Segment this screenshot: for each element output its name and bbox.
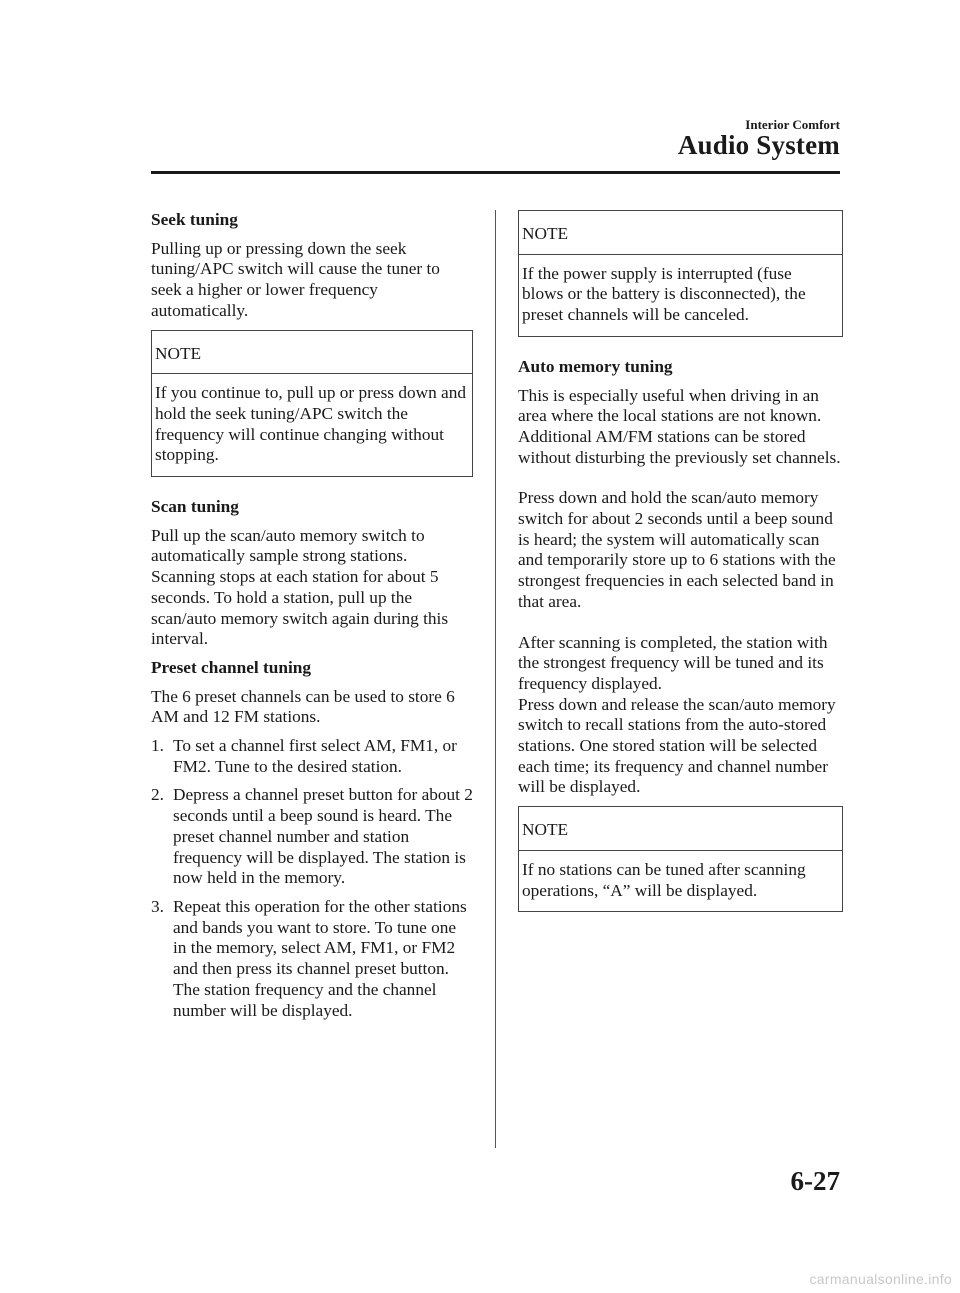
note-box-power — [518, 210, 843, 337]
note-box-seek — [151, 330, 473, 478]
preset-step — [151, 736, 473, 777]
left-column — [151, 210, 473, 1029]
note-body: If you continue to, pull up or press down and hold the seek tuning/APC switch the frequency will continue changing without stopping. — [155, 383, 467, 465]
step-number: 3. — [151, 896, 164, 916]
preset-step — [151, 897, 473, 1021]
note-box-no-stations — [518, 806, 843, 912]
note-title-label: NOTE — [155, 343, 202, 363]
note-title — [519, 807, 842, 851]
preset-tuning-text: The 6 preset channels can be used to store 6 AM and 12 FM stations. — [151, 686, 455, 727]
note-title-label: NOTE — [522, 820, 569, 840]
seek-tuning-text: Pulling up or pressing down the seek tuning/APC switch will cause the tuner to seek a higher or lower frequency automatically. — [151, 238, 440, 320]
step-text: Depress a channel preset button for about 2 seconds until a beep sound is heard. The preset channel number and station frequency will be displayed. The station is now held in the memory. — [173, 785, 473, 888]
note-body: If no stations can be tuned after scanning operations, “A” will be displayed. — [522, 859, 806, 900]
auto-memory-para-3b: Press down and release the scan/auto memory switch to recall stations from the auto-stored stations. One stored station will be selected each time; its frequency and channel number will be displayed. — [518, 694, 836, 797]
note-title-label: NOTE — [522, 224, 569, 243]
note-title — [519, 211, 842, 255]
note-body: If the power supply is interrupted (fuse blows or the battery is disconnected), the preset channels will be canceled. — [522, 263, 806, 325]
step-number: 1. — [151, 736, 164, 756]
note-title — [152, 331, 472, 375]
preset-tuning-heading: Preset channel tuning — [151, 657, 312, 677]
step-text: Repeat this operation for the other stations and bands you want to store. To tune one in the memory, select AM, FM1, or FM2 and then press its channel preset button. The station frequency and the channel number will be displayed. — [173, 896, 467, 1020]
right-column — [518, 210, 843, 912]
preset-step — [151, 785, 473, 889]
seek-tuning-heading: Seek tuning — [151, 210, 238, 229]
step-text: To set a channel first select AM, FM1, or FM2. Tune to the desired station. — [173, 736, 457, 776]
scan-tuning-text: Pull up the scan/auto memory switch to automatically sample strong stations. Scanning stops at each station for about 5 seconds. To hold a station, pull up the scan/auto memory switch again during this interval. — [151, 525, 449, 649]
auto-memory-para-2: Press down and hold the scan/auto memory switch for about 2 seconds until a beep sound is heard; the system will automatically scan and temporarily store up to 6 stations with the strongest frequencies in each selected band in that area. — [518, 488, 836, 611]
step-number: 2. — [151, 785, 164, 805]
auto-memory-para-1: This is especially useful when driving in an area where the local stations are not known. Additional AM/FM stations can be stored without disturbing the previously set channels. — [518, 385, 841, 467]
watermark: carmanualsonline.info — [809, 1271, 952, 1287]
column-divider — [495, 210, 496, 1148]
page-title: Audio System — [677, 130, 840, 160]
auto-memory-para-3a: After scanning is completed, the station with the strongest frequency will be tuned and its frequency displayed. — [518, 632, 828, 693]
scan-tuning-heading: Scan tuning — [151, 497, 239, 517]
header-rule — [151, 171, 840, 174]
auto-memory-heading: Auto memory tuning — [518, 356, 673, 376]
section-label: Interior Comfort — [745, 117, 840, 132]
page-number: 6-27 — [790, 1166, 840, 1196]
